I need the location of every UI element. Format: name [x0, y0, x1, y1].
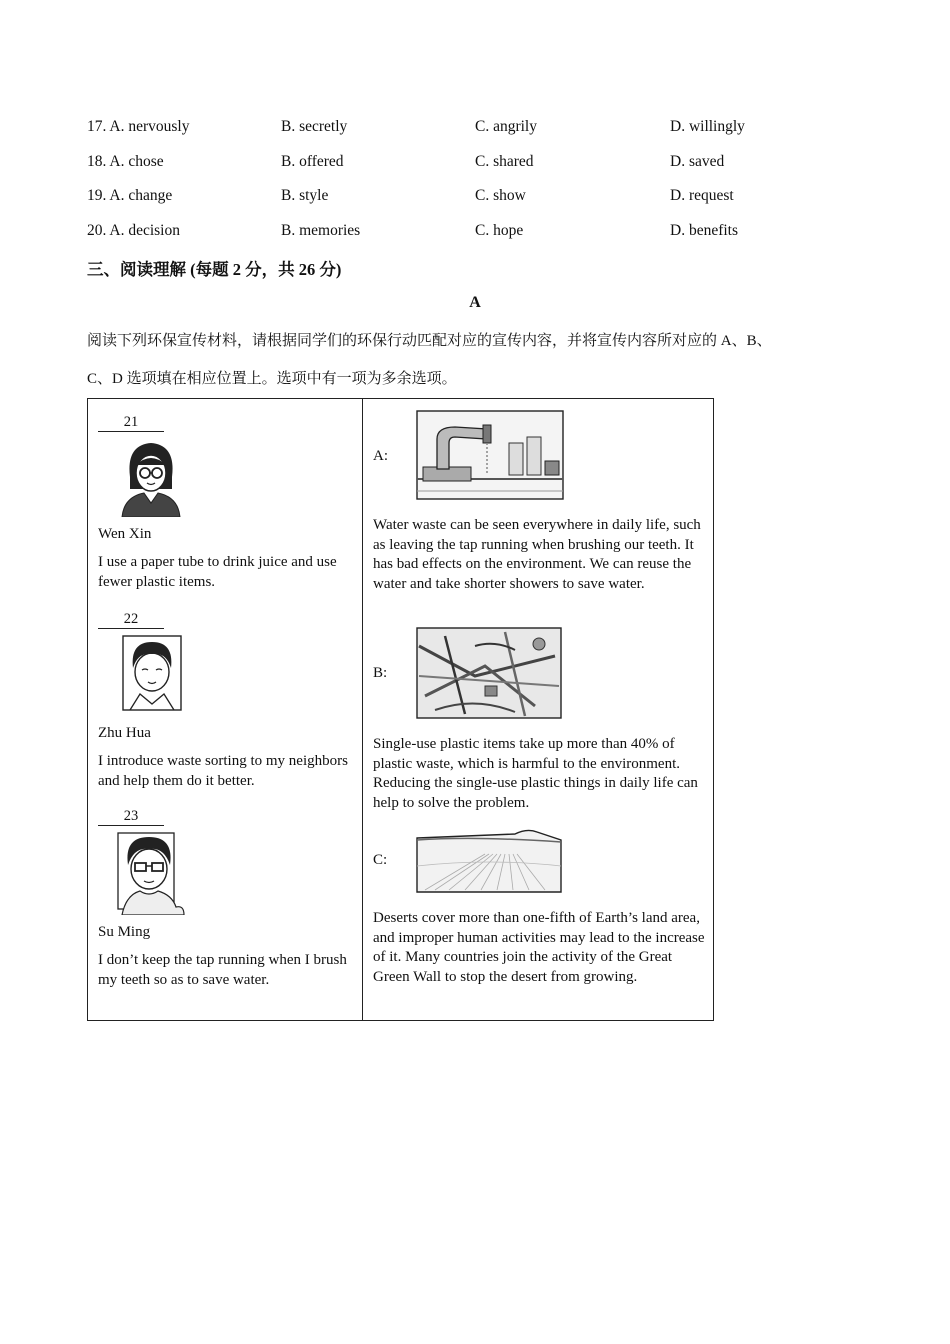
option-row-19	[87, 187, 867, 211]
choice-b-letter: B:	[373, 665, 388, 681]
option-row-18	[87, 153, 867, 177]
answer-blank-21[interactable]: 21	[98, 414, 164, 432]
option-19-c: C. show	[475, 187, 526, 204]
person-zhu-hua	[98, 610, 352, 791]
option-18-c: C. shared	[475, 153, 534, 170]
girl-avatar-icon	[116, 437, 186, 517]
choice-a-letter: A:	[373, 448, 388, 464]
person-su-ming	[98, 807, 352, 990]
option-20-b: B. memories	[281, 222, 361, 239]
choice-a-text: Water waste can be seen everywhere in daily life, such as leaving the tap running when brushing our teeth. It has bad effects on the environment. We can reuse the water and take shorter showers to save water.	[373, 517, 701, 592]
option-19-b: B. style	[281, 187, 329, 204]
matching-table	[87, 398, 714, 1021]
answer-blank-22[interactable]: 22	[98, 611, 164, 629]
choices-column	[363, 399, 714, 1021]
person-name-wen-xin: Wen Xin	[98, 525, 152, 542]
choice-b-text: Single-use plastic items take up more than 40% of plastic waste, which is harmful to the environment. Reducing the single-use plastic things in daily life can help to solve the problem.	[373, 736, 698, 811]
answer-blank-23[interactable]: 23	[98, 808, 164, 826]
people-column	[88, 399, 363, 1021]
person-text-zhu-hua: I introduce waste sorting to my neighbors and help them do it better.	[98, 753, 348, 789]
option-19-d: D. request	[670, 187, 734, 204]
choice-c-letter: C:	[373, 852, 388, 868]
option-17-a: 17. A. nervously	[87, 118, 190, 135]
option-19-a: 19. A. change	[87, 187, 173, 204]
person-name-su-ming: Su Ming	[98, 923, 151, 940]
option-20-a: 20. A. decision	[87, 222, 180, 239]
option-20-c: C. hope	[475, 222, 524, 239]
option-18-a: 18. A. chose	[87, 153, 164, 170]
instructions-line-2: C、D 选项填在相应位置上。选项中有一项为多余选项。	[87, 371, 457, 387]
choice-c-text: Deserts cover more than one-fifth of Earth’s land area, and improper human activities may lead to the increase of it. Many countries join the activity of the Great Green Wall to stop the desert from growing.	[373, 910, 705, 985]
person-text-wen-xin: I use a paper tube to drink juice and use fewer plastic items.	[98, 554, 337, 590]
option-18-d: D. saved	[670, 153, 725, 170]
option-18-b: B. offered	[281, 153, 344, 170]
option-17-b: B. secretly	[281, 118, 348, 135]
person-text-su-ming: I don’t keep the tap running when I brush my teeth so as to save water.	[98, 952, 347, 988]
option-20-d: D. benefits	[670, 222, 739, 239]
desert-picture-icon	[415, 826, 563, 894]
option-17-d: D. willingly	[670, 118, 745, 135]
section-title: 三、阅读理解 (每题 2 分，共 26 分)	[87, 260, 342, 279]
passage-label: A	[469, 294, 481, 311]
person-name-zhu-hua: Zhu Hua	[98, 724, 151, 741]
person-wen-xin	[98, 413, 352, 592]
instructions-line-1: 阅读下列环保宣传材料，请根据同学们的环保行动匹配对应的宣传内容，并将宣传内容所对应的 A、B、	[87, 333, 772, 349]
option-row-20	[87, 222, 867, 246]
plastic-waste-picture-icon	[415, 626, 563, 720]
boy-glasses-avatar-icon	[116, 831, 186, 915]
option-17-c: C. angrily	[475, 118, 537, 135]
tap-water-picture-icon	[415, 409, 567, 501]
option-row-17	[87, 118, 867, 142]
boy-avatar-icon	[116, 634, 186, 716]
